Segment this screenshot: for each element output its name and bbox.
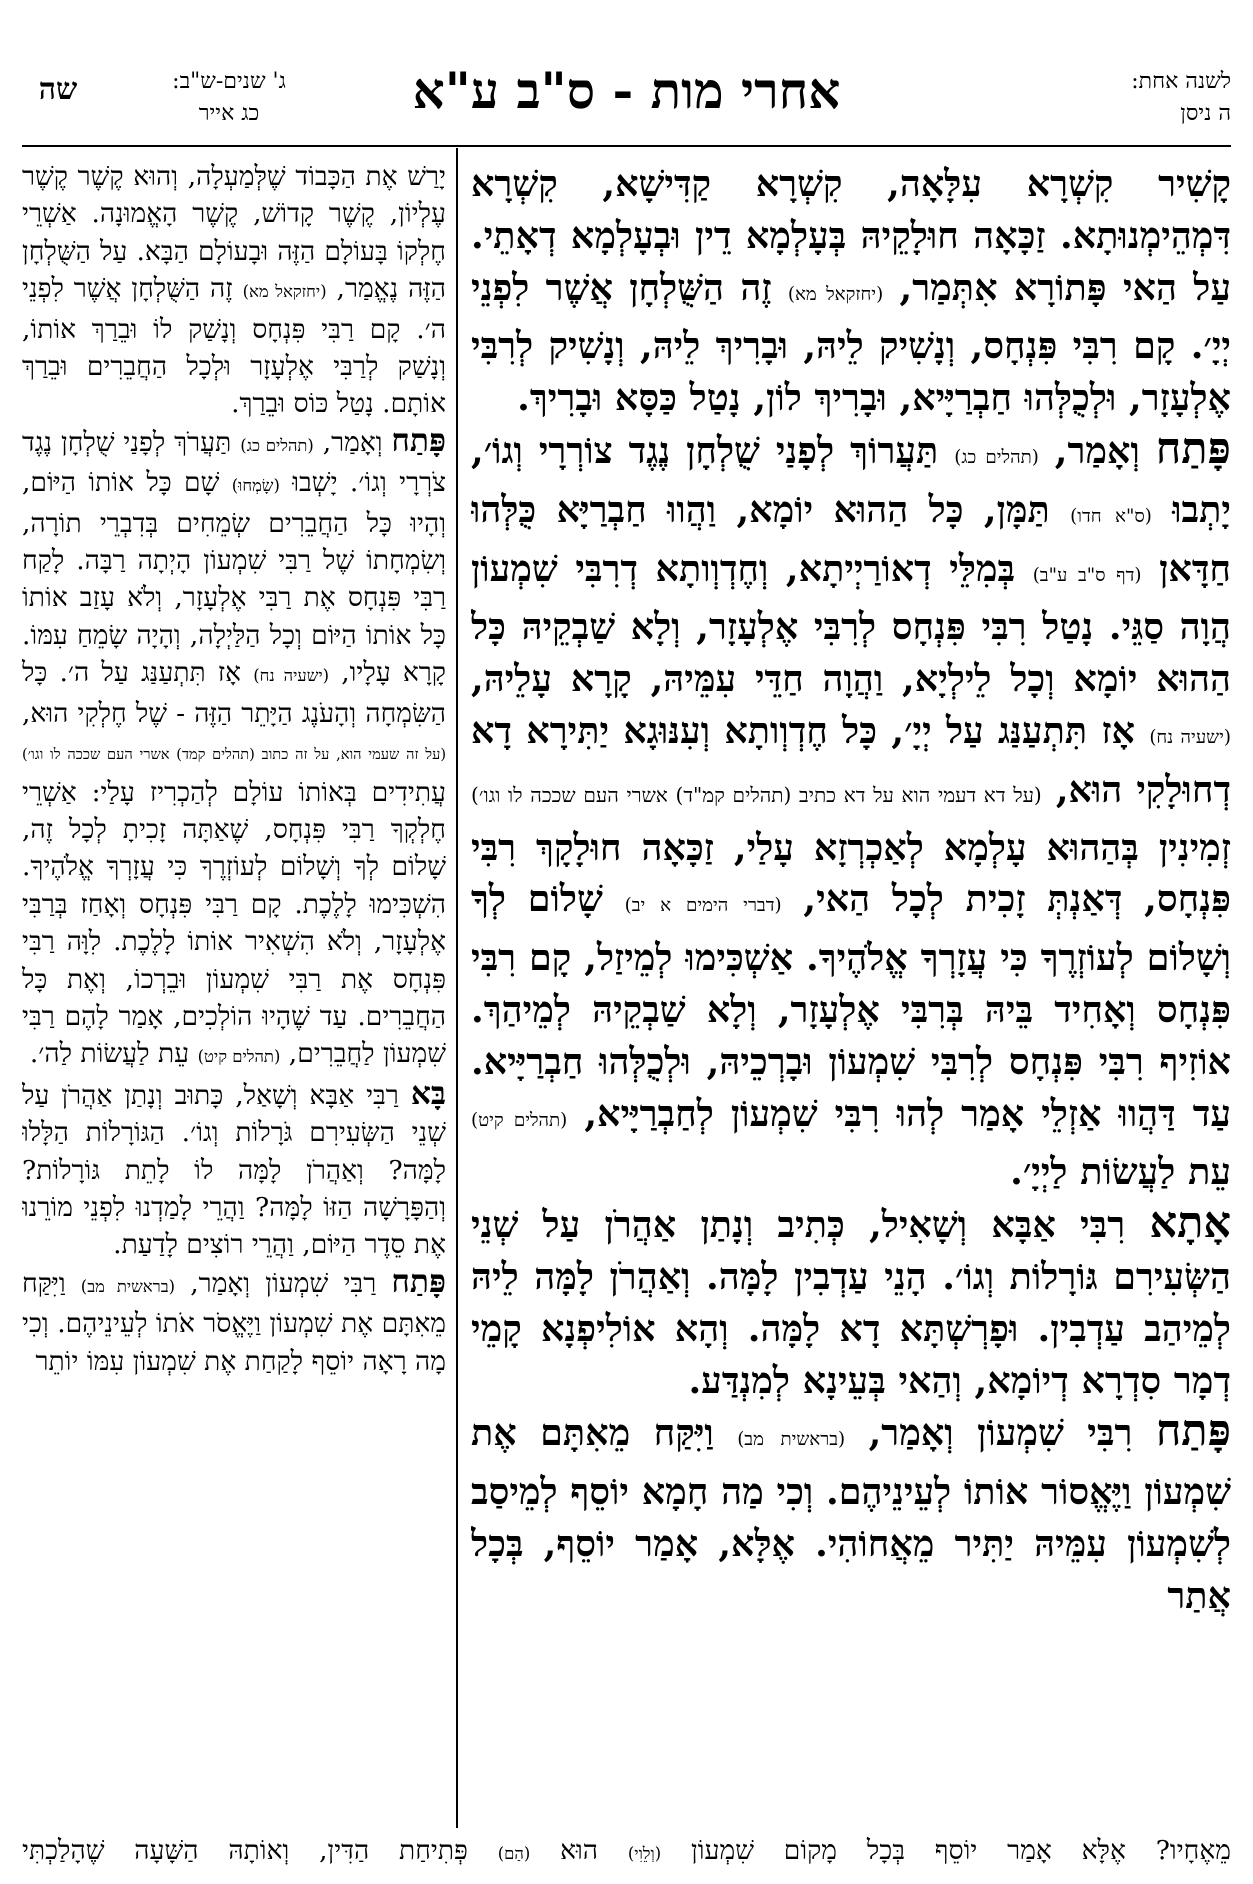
footer-variant-1: (וְלֵוִי) <box>627 1844 662 1863</box>
trans-t1-citation: (יחזקאל מא) <box>242 282 327 302</box>
header-one-year-date: ה ניסן <box>1180 101 1231 126</box>
main-p2-text-h: עֵת לַעֲשׂוֹת לַיְיָ׳. <box>1010 1150 1231 1194</box>
trans-t2-citation-4: (תהלים קיט) <box>197 1047 281 1067</box>
footer-text-b: הוּא <box>560 1835 599 1866</box>
page-number: שה <box>38 72 78 107</box>
trans-t4-text-a: רַבִּי שִׁמְעוֹן וְאָמַר, <box>190 1267 377 1299</box>
trans-t3-opening-word: בָּא <box>410 1075 446 1112</box>
trans-paragraph-4 <box>22 1264 446 1380</box>
trans-t4-citation: (בראשית מב) <box>80 1276 176 1296</box>
header-three-years-label: ג' שנים-ש"ב: <box>172 69 286 94</box>
main-p2-text-f: זְמִינִין בְּהַהוּא עָלְמָא לְאַכְרְזָא עָלַי, זַכָּאָה חוּלָקָךְ רִבִּי פִּנְחָס, דְּאַנְתְּ זָכִית לְכָל הַאי, <box>471 825 1231 921</box>
hebrew-translation-column <box>22 158 446 1833</box>
trans-t4-opening-word: פָּתַח <box>391 1263 446 1300</box>
main-p2-citation-5: (דברי הימים א יב) <box>624 895 782 917</box>
trans-t2-text-e: עֲתִידִים בְּאוֹתוֹ עוֹלָם לְהַכְרִיז עָלַי: אַשְׁרֵי חֶלְקְךָ רַבִּי פִּנְחָס, שֶׁאַתָּה זָכִיתָ לְכָל זֶה, שָׁלוֹם לְךָ וְשָׁלוֹם לְעוֹזְרֶךָ כִּי עֲזָרְךָ אֱלֹהֶיךָ. הִשְׁכִּימוּ לָלֶכֶת. קָם רַבִּי פִּנְחָס וְאָחַז בְּרַבִּי אֶלְעָזָר, וְלֹא הִשְׁאִיר אוֹתוֹ לָלֶכֶת. לִוָּה רַבִּי פִּנְחָס אֶת רַבִּי שִׁמְעוֹן וּבֵרְכוֹ, וְאֶת כָּל הַחֲבֵרִים. עַד שֶׁהָיוּ הוֹלְכִים, אָמַר לָהֶם רַבִּי שִׁמְעוֹן לַחֲבֵרִים, <box>22 776 446 1070</box>
trans-t2-citation-1: (תהלים כג) <box>240 435 314 455</box>
main-p2-citation-4: (ישעיה נח) <box>1149 726 1231 748</box>
header-left-block <box>22 66 362 136</box>
page-header <box>22 50 1231 150</box>
main-p3-text: רִבִּי אַבָּא וְשָׁאִיל, כְּתִיב וְנָתַן אַהֲרֹן עַל שְׁנֵי הַשְּׂעִירִם גּוֹרָלוֹת וְגוֹ׳. הָנֵי עַדְבִין לָמָּה. וְאַהֲרֹן לָמָּה לֵיהּ לְמֵיהַב עַדְבִין. וּפָרְשְׁתָּא דָא לָמָּה. וְהָא אוֹלִיפְנָא קָמֵי דְמָר סִדְרָא דְיוֹמָא, וְהַאי בְּעֵינָא לְמִנְדַּע. <box>471 1203 1231 1402</box>
main-p2-text-g: שָׁלוֹם לְךָ וְשָׁלוֹם לְעוֹזְרֶךָ כִּי עֲזָרְךָ אֱלֹהֶיךָ. אַשְׁכִּימוּ לְמֵיזַל, קָם רִבִּי פִּנְחָס וְאָחִיד בֵּיהּ בְּרִבִּי אֶלְעָזָר, וְלָא שַׁבְקֵיהּ לְמֵיהַךְ. אוֹזִיף רִבִּי פִּנְחָס לְרִבִּי שִׁמְעוֹן וּבָרְכֵיהּ, וּלְכֻלְּהוּ חַבְרַיָּיא. עַד דַּהֲווּ אַזְלֵי אָמַר לְהוּ רִבִּי שִׁמְעוֹן לְחַבְרַיָּיא, <box>471 877 1231 1135</box>
main-p2-text-d: בְּמִלֵּי דְאוֹרַיְיתָא, וְחֶדְוְותָא דְרִבִּי שִׁמְעוֹן הֲוָה סַגֵּי. נָטַל רִבִּי פִּנְחָס לְרִבִּי אֶלְעָזָר, וְלָא שַׁבְקֵיהּ כָּל הַהוּא יוֹמָא וְכָל לֵילְיָא, וַהֲוָה חַדֵּי עִמֵּיהּ, קָרָא עָלֵיהּ, <box>471 546 1231 701</box>
main-paragraph-2 <box>471 424 1231 1198</box>
header-study-schedule-one-year <box>1031 66 1231 130</box>
trans-t2-text-f: עֵת לַעֲשׂוֹת לַה׳. <box>29 1038 190 1070</box>
trans-t3-text: רַבִּי אַבָּא וְשָׁאַל, כָּתוּב וְנָתַן אַהֲרֹן עַל שְׁנֵי הַשְּׂעִירִם גֹּרָלוֹת וְגוֹ׳. הַגּוֹרָלוֹת הַלָּלוּ לָמָּה? וְאַהֲרֹן לָמָּה לוֹ לָתֵת גּוֹרָלוֹת? וְהַפָּרָשָׁה הַזּוֹ לָמָּה? וַהֲרֵי לָמַדְנוּ לִפְנֵי מוֹרֵנוּ אֶת סֵדֶר הַיּוֹם, וַהֲרֵי רוֹצִים לָדַעַת. <box>22 1079 446 1261</box>
main-p1-text: קָשִׁיר קִשְׁרָא עִלָּאָה, קִשְׁרָא קַדִּישָׁא, קִשְׁרָא דִּמְהֵימְנוּתָא. זַכָּאָה חוּלָקֵיהּ בְּעָלְמָא דֵין וּבְעָלְמָא דְאָתֵי. עַל הַאי פָּתוֹרָא אִתְּמַר, <box>471 162 1231 309</box>
column-divider <box>456 148 458 1828</box>
header-divider <box>22 145 1231 147</box>
header-one-year-label: לשנה אחת: <box>1131 69 1231 94</box>
main-p4-citation: (בראשית מב) <box>737 1429 846 1451</box>
trans-paragraph-1 <box>22 158 446 423</box>
trans-t2-text-a: וְאָמַר, <box>322 426 383 458</box>
main-p2-citation-6: (תהלים קיט) <box>471 1109 568 1131</box>
main-p2-opening-word: פָּתַח <box>1155 423 1231 474</box>
main-p4-opening-word: פָּתַח <box>1155 1406 1231 1457</box>
main-p2-folio-ref: (דף ס"ב ע"ב) <box>1032 564 1142 586</box>
trans-t2-citation-3: (ישעיה נח) <box>253 666 330 686</box>
main-paragraph-1 <box>471 158 1231 424</box>
main-p2-variant-note: (על דא דעמי הוא על דא כתיב (תהלים קמ"ד) אשרי העם שככה לו וגו׳) <box>471 782 1042 807</box>
footer-text-a: מֵאֶחָיו? אֶלָּא אָמַר יוֹסֵף בְּכָל מָקוֹם שִׁמְעוֹן <box>690 1835 1231 1866</box>
footer-continuation-line <box>22 1832 1231 1872</box>
trans-paragraph-3 <box>22 1076 446 1264</box>
trans-paragraph-2 <box>22 423 446 1076</box>
main-paragraph-4 <box>471 1406 1231 1621</box>
trans-t2-text-c: שָׁם כָּל אוֹתוֹ הַיּוֹם, וְהָיוּ כָּל הַחֲבֵרִים שְׂמֵחִים בְּדִבְרֵי תוֹרָה, וְשִׂמְחָתוֹ שֶׁל רַבִּי שִׁמְעוֹן הָיְתָה רַבָּה. לָקַח רַבִּי פִּנְחָס אֶת רַבִּי אֶלְעָזָר, וְלֹא עָזַב אוֹתוֹ כָּל אוֹתוֹ הַיּוֹם וְכָל הַלַּיְלָה, וְהָיָה שָׂמֵחַ עִמּוֹ. קָרָא עָלָיו, <box>22 467 446 689</box>
main-p4-text-a: רִבִּי שִׁמְעוֹן וְאָמַר, <box>868 1411 1133 1455</box>
page-title: אחרי מות - ס"ב ע"א <box>412 61 841 120</box>
trans-t1-text: יָרַשׁ אֶת הַכָּבוֹד שֶׁלְּמַעְלָה, וְהוּא קֶשֶׁר קֶשֶׁר עֶלְיוֹן, קֶשֶׁר קָדוֹשׁ, קֶשֶׁר הָאֱמוּנָה. אַשְׁרֵי חֶלְקוֹ בָּעוֹלָם הַזֶּה וּבָעוֹלָם הַבָּא. עַל הַשֻּׁלְחָן הַזֶּה נֶאֱמַר, <box>22 161 446 305</box>
main-p1-citation: (יחזקאל מא) <box>787 283 884 305</box>
main-p2-text-e: אָז תִּתְעַנַּג עַל יְיָ׳, כָּל חֶדְוְותָא וְעִנּוּגָא יַתִּירָא דָא דְחוּלָקִי הוּא, <box>471 708 1231 811</box>
main-paragraph-3 <box>471 1198 1231 1406</box>
trans-t2-opening-word: פָּתַח <box>391 422 446 459</box>
trans-t1b-text: זֶה הַשֻּׁלְחָן אֲשֶׁר לִפְנֵי ה׳. קָם רַבִּי פִּנְחָס וְנָשַׁק לוֹ וּבֵרַךְ אוֹתוֹ, וְנָשַׁק לְרַבִּי אֶלְעָזָר וּלְכָל הַחֲבֵרִים וּבֵרַךְ אוֹתָם. נָטַל כּוֹס וּבֵרַךְ. <box>22 273 446 420</box>
trans-t2-text-b: תַּעֲרֹךְ לְפָנַי שֻׁלְחָן נֶגֶד צֹרְרָי וְגוֹ׳. יָשְׁבוּ <box>22 426 446 499</box>
main-p2-text-a: וְאָמַר, <box>1054 428 1140 472</box>
header-three-years-date: כג אייר <box>198 101 260 126</box>
header-study-schedule-three-years <box>114 66 344 130</box>
trans-t4-text-b: וַיִּקַּח מֵאִתָּם אֶת שִׁמְעוֹן וַיֶּאֱסֹר אֹתוֹ לְעֵינֵיהֶם. וְכִי מָה רָאָה יוֹסֵף לָקַחַת אֶת שִׁמְעוֹן עִמּוֹ יוֹתֵר <box>22 1267 446 1377</box>
footer-variant-2: (הַם) <box>497 1844 531 1863</box>
main-aramaic-column <box>471 158 1231 1833</box>
footer-text-c: פְּתִיחַת הַדִּין, וְאוֹתָהּ הַשָּׁעָה שֶׁהָלַכְתִּי <box>22 1835 468 1866</box>
main-p2-citation-1: (תהלים כג) <box>954 446 1039 468</box>
main-p3-opening-word: אָתָא <box>1149 1198 1231 1249</box>
main-p2-text-b: תַּעֲרוֹךְ לְפָנַי שֻׁלְחָן נֶגֶד צוֹרְרָי וְגוֹ׳, יָתְבוּ <box>471 428 1231 531</box>
main-p2-citation-2: (ס"א חדו) <box>1070 505 1152 527</box>
main-p1b-text: זֶה הַשֻּׁלְחָן אֲשֶׁר לִפְנֵי יְיָ׳. קָם רִבִּי פִּנְחָס, וְנָשִׁיק לֵיהּ, וּבָרִיךְ לֵיהּ, וְנָשִׁיק לְרִבִּי אֶלְעָזָר, וּלְכֻלְּהוּ חַבְרַיָּיא, וּבָרִיךְ לוֹן, נָטַל כַּסָּא וּבָרִיךְ. <box>471 265 1231 420</box>
main-p2-text-c: תַּמָּן, כָּל הַהוּא יוֹמָא, וַהֲווּ חַבְרַיָּא כֻּלְּהוּ חַדָּאן <box>471 487 1231 590</box>
trans-t2-variant-note: (על זה שעמי הוא, על זה כתוב (תהלים קמד) אשרי העם שככה לו וגו׳) <box>22 746 446 764</box>
main-p4-text-b: וַיִּקַּח מֵאִתָּם אֶת שִׁמְעוֹן וַיֶּאֱסוֹר אוֹתוֹ לְעֵינֵיהֶם. וְכִי מַה חָמָא יוֹסֵף לְמֵיסַב לְשִׁמְעוֹן עִמֵּיהּ יַתִּיר מֵאֲחוֹהִי. אֶלָּא, אָמַר יוֹסֵף, בְּכָל אֲתַר <box>471 1411 1231 1617</box>
trans-t2-variant-1: (שָׂמְחוּ) <box>231 476 280 496</box>
trans-t2-text-d: אָז תִּתְעַנַּג עַל ה׳. כָּל הַשִּׂמְחָה וְהָעֹנֶג הַיָּתֵר הַזֶּה - שֶׁל חֶלְקִי הוּא, <box>22 657 446 729</box>
